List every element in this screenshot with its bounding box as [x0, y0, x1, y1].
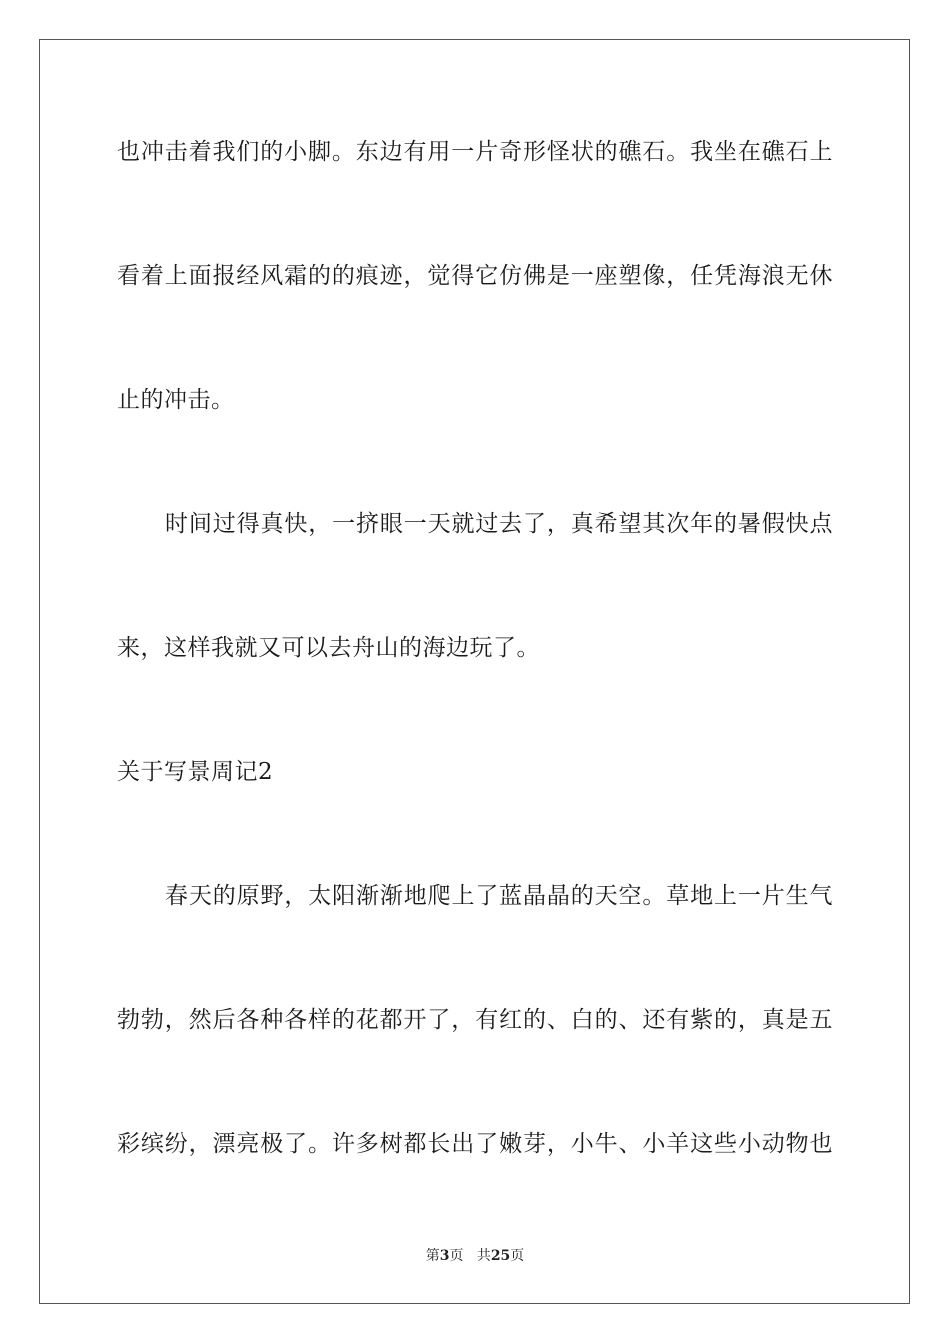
page-current: 3 — [439, 1248, 450, 1264]
section-heading: 关于写景周记2 — [117, 759, 274, 785]
paragraph-line: 彩缤纷，漂亮极了。许多树都长出了嫩芽，小牛、小羊这些小动物也 — [117, 1131, 833, 1157]
page-suffix: 页 — [449, 1248, 464, 1264]
page-footer — [0, 1246, 950, 1266]
paragraph-line: 春天的原野，太阳渐渐地爬上了蓝晶晶的天空。草地上一片生气 — [165, 883, 833, 909]
paragraph-line: 勃勃，然后各种各样的花都开了，有红的、白的、还有紫的，真是五 — [117, 1007, 833, 1033]
paragraph-line: 时间过得真快，一挤眼一天就过去了，真希望其次年的暑假快点 — [165, 511, 833, 537]
paragraph-line: 止的冲击。 — [117, 387, 235, 413]
page-border — [39, 39, 910, 1304]
page-total: 25 — [490, 1248, 511, 1264]
total-suffix: 页 — [510, 1248, 525, 1264]
paragraph-line: 来，这样我就又可以去舟山的海边玩了。 — [117, 635, 540, 661]
page-prefix: 第 — [425, 1248, 440, 1264]
paragraph-line: 看着上面报经风霜的的痕迹，觉得它仿佛是一座塑像，任凭海浪无休 — [117, 263, 833, 289]
paragraph-line: 也冲击着我们的小脚。东边有用一片奇形怪状的礁石。我坐在礁石上 — [117, 139, 833, 165]
total-prefix: 共 — [476, 1248, 491, 1264]
